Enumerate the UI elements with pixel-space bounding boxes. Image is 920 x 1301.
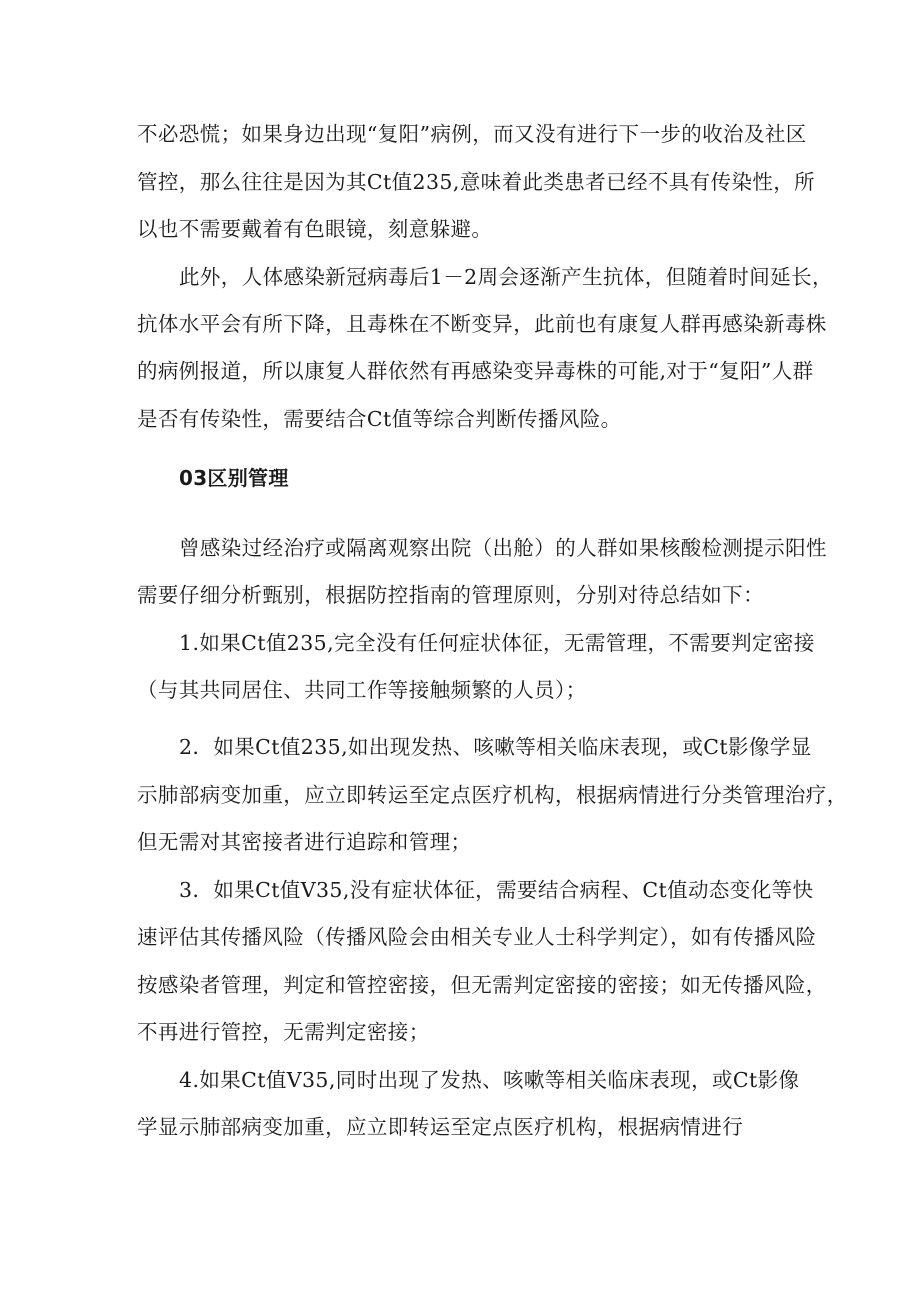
text-line: 需要仔细分析甄别，根据防控指南的管理原则，分别对待总结如下：	[137, 583, 764, 607]
section-heading: 03区别管理	[179, 466, 289, 490]
text-line: 曾感染过经治疗或隔离观察出院（出舱）的人群如果核酸检测提示阳性	[179, 536, 827, 560]
list-item-line: 1.如果Ct值235,完全没有任何症状体征，无需管理，不需要判定密接	[179, 631, 815, 655]
text-line: 是否有传染性，需要结合Ct值等综合判断传播风险。	[137, 407, 622, 431]
list-item-line: 2．如果Ct值235,如出现发热、咳嗽等相关临床表现，或Ct影像学显	[179, 735, 812, 759]
list-item-line: 按感染者管理，判定和管控密接，但无需判定密接的密接；如无传播风险，	[137, 973, 827, 997]
list-item-line: 4.如果Ct值V35,同时出现了发热、咳嗽等相关临床表现，或Ct影像	[179, 1068, 800, 1092]
list-item-line: （与其共同居住、共同工作等接触频繁的人员）；	[137, 678, 587, 702]
text-line: 以也不需要戴着有色眼镜，刻意躲避。	[137, 217, 493, 241]
list-item-line: 不再进行管控，无需判定密接；	[137, 1020, 430, 1044]
text-line: 管控，那么往往是因为其Ct值235,意味着此类患者已经不具有传染性，所	[137, 170, 816, 194]
list-item-line: 学显示肺部病变加重，应立即转运至定点医疗机构，根据病情进行	[137, 1115, 744, 1139]
text-line: 不必恐慌；如果身边出现“复阳”病例，而又没有进行下一步的收治及社区	[137, 122, 807, 146]
text-line: 此外，人体感染新冠病毒后1－2周会逐渐产生抗体，但随着时间延长，	[179, 265, 833, 289]
text-line: 抗体水平会有所下降，且毒株在不断变异，此前也有康复人群再感染新毒株	[137, 312, 827, 336]
list-item-line: 速评估其传播风险（传播风险会由相关专业人士科学判定），如有传播风险	[137, 925, 817, 949]
text-line: 的病例报道，所以康复人群依然有再感染变异毒株的可能,对于“复阳”人群	[137, 359, 814, 383]
list-item-line: 示肺部病变加重，应立即转运至定点医疗机构，根据病情进行分类管理治疗，	[137, 783, 848, 807]
list-item-line: 但无需对其密接者进行追踪和管理；	[137, 830, 472, 854]
list-item-line: 3．如果Ct值V35,没有症状体征，需要结合病程、Ct值动态变化等快	[179, 878, 814, 902]
